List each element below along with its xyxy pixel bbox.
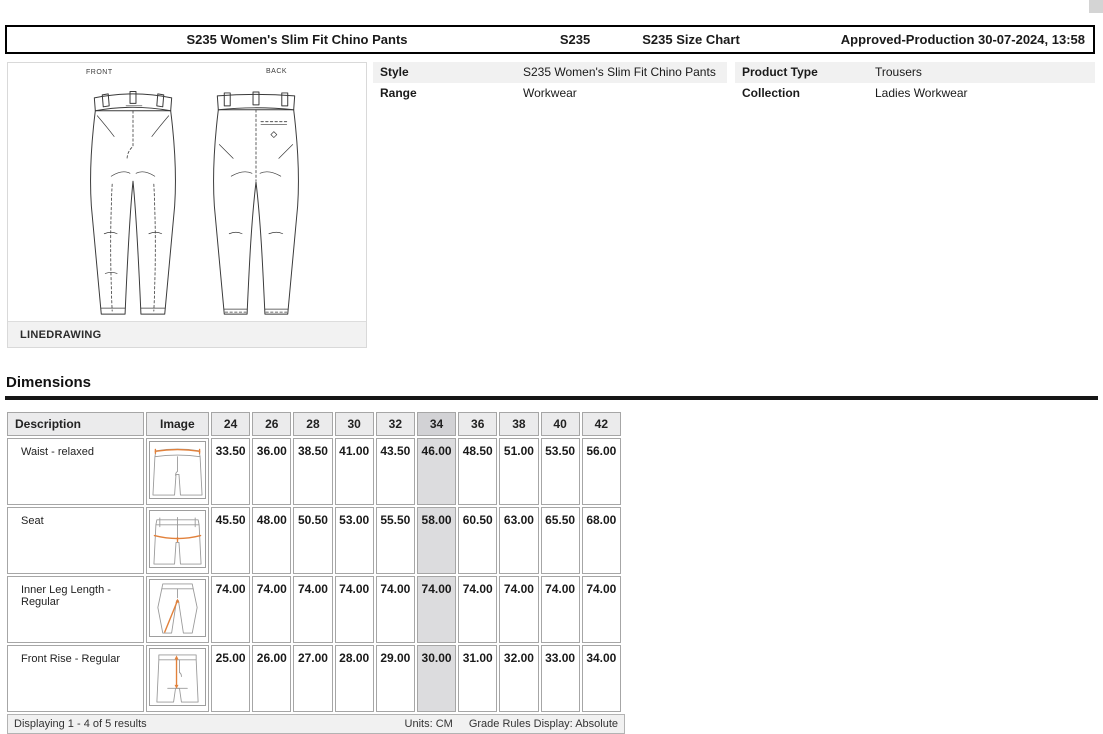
waist-measurement-icon (149, 441, 206, 499)
info-row-product-type (735, 62, 1095, 83)
dimensions-header-row (7, 412, 621, 436)
info-label-style: Style (380, 65, 409, 79)
dimension-value-cell: 74.00 (541, 576, 580, 643)
report-header-bar (5, 25, 1095, 54)
dimension-value-cell: 25.00 (211, 645, 250, 712)
thumb-seat[interactable] (146, 507, 209, 574)
pants-back-drawing (199, 85, 313, 323)
pants-front-drawing (72, 85, 194, 323)
info-value-range: Workwear (523, 86, 577, 100)
size-chart-title: S235 Size Chart (642, 32, 740, 47)
dimension-row (7, 645, 621, 712)
size-column-header-24: 24 (211, 412, 250, 436)
dimension-value-cell: 74.00 (335, 576, 374, 643)
dimension-value-cell: 60.50 (458, 507, 497, 574)
dimension-value-cell: 33.00 (541, 645, 580, 712)
front-rise-measurement-icon (149, 648, 206, 706)
thumb-frontrise[interactable] (146, 645, 209, 712)
size-column-header-26: 26 (252, 412, 291, 436)
thumb-waist[interactable] (146, 438, 209, 505)
dimension-row (7, 438, 621, 505)
size-column-header-28: 28 (293, 412, 332, 436)
dimension-value-cell: 74.00 (417, 576, 456, 643)
dimension-value-cell: 68.00 (582, 507, 621, 574)
dimension-value-cell: 74.00 (252, 576, 291, 643)
description-column-header: Description (7, 412, 144, 436)
dimension-value-cell: 55.50 (376, 507, 415, 574)
dimension-value-cell: 51.00 (499, 438, 538, 505)
size-column-header-30: 30 (335, 412, 374, 436)
linedrawing-caption: LINEDRAWING (8, 321, 366, 347)
size-column-header-34: 34 (417, 412, 456, 436)
info-value-style: S235 Women's Slim Fit Chino Pants (523, 65, 716, 79)
approval-status: Approved-Production 30-07-2024, 13:58 (840, 32, 1085, 47)
product-info-table (735, 62, 1095, 104)
units-display: Units: CM (404, 718, 453, 730)
window-corner-mark (1089, 0, 1103, 13)
dimensions-table (5, 410, 623, 714)
info-value-product-type: Trousers (875, 65, 922, 79)
dimension-value-cell: 38.50 (293, 438, 332, 505)
style-name: S235 Women's Slim Fit Chino Pants (186, 32, 408, 47)
dimension-value-cell: 27.00 (293, 645, 332, 712)
dimension-value-cell: 33.50 (211, 438, 250, 505)
front-view-label: FRONT (86, 69, 113, 76)
size-column-header-38: 38 (499, 412, 538, 436)
dimensions-divider-rule (5, 396, 1098, 400)
thumb-innerleg[interactable] (146, 576, 209, 643)
dimension-value-cell: 34.00 (582, 645, 621, 712)
dimensions-heading: Dimensions (6, 374, 92, 391)
dimension-value-cell: 56.00 (582, 438, 621, 505)
dimension-value-cell: 36.00 (252, 438, 291, 505)
linedrawing-panel[interactable] (7, 62, 367, 348)
info-label-product-type: Product Type (742, 65, 818, 79)
dimension-value-cell: 53.50 (541, 438, 580, 505)
style-code: S235 (559, 32, 591, 47)
dimension-value-cell: 43.50 (376, 438, 415, 505)
dimension-value-cell: 74.00 (582, 576, 621, 643)
grade-rules-display: Grade Rules Display: Absolute (468, 718, 618, 730)
dimension-description: Inner Leg Length - Regular (7, 576, 144, 643)
dimension-value-cell: 74.00 (211, 576, 250, 643)
results-count: Displaying 1 - 4 of 5 results (14, 718, 147, 730)
dimension-value-cell: 32.00 (499, 645, 538, 712)
dimension-value-cell: 53.00 (335, 507, 374, 574)
info-row-collection (735, 83, 1095, 104)
dimension-value-cell: 48.50 (458, 438, 497, 505)
dimension-value-cell: 74.00 (293, 576, 332, 643)
back-view-label: BACK (266, 68, 288, 75)
info-label-collection: Collection (742, 86, 801, 100)
dimension-value-cell: 48.00 (252, 507, 291, 574)
dimension-description: Seat (7, 507, 144, 574)
info-row-range (373, 83, 727, 104)
dimension-row (7, 507, 621, 574)
dimension-value-cell: 74.00 (376, 576, 415, 643)
dimension-value-cell: 41.00 (335, 438, 374, 505)
dimension-value-cell: 63.00 (499, 507, 538, 574)
dimension-row (7, 576, 621, 643)
dimension-value-cell: 65.50 (541, 507, 580, 574)
size-column-header-40: 40 (541, 412, 580, 436)
info-label-range: Range (380, 86, 417, 100)
dimension-value-cell: 58.00 (417, 507, 456, 574)
inner-leg-measurement-icon (149, 579, 206, 637)
dimension-value-cell: 74.00 (499, 576, 538, 643)
dimension-value-cell: 45.50 (211, 507, 250, 574)
dimension-description: Front Rise - Regular (7, 645, 144, 712)
dimension-value-cell: 50.50 (293, 507, 332, 574)
dimension-description: Waist - relaxed (7, 438, 144, 505)
dimension-value-cell: 31.00 (458, 645, 497, 712)
size-column-header-42: 42 (582, 412, 621, 436)
info-row-style (373, 62, 727, 83)
dimension-value-cell: 30.00 (417, 645, 456, 712)
image-column-header: Image (146, 412, 209, 436)
size-column-header-32: 32 (376, 412, 415, 436)
dimension-value-cell: 28.00 (335, 645, 374, 712)
style-info-table (373, 62, 727, 104)
dimension-value-cell: 29.00 (376, 645, 415, 712)
info-value-collection: Ladies Workwear (875, 86, 968, 100)
size-column-header-36: 36 (458, 412, 497, 436)
dimensions-table-container (7, 410, 625, 734)
dimension-value-cell: 46.00 (417, 438, 456, 505)
table-footer-bar (7, 714, 625, 734)
dimension-value-cell: 26.00 (252, 645, 291, 712)
dimension-value-cell: 74.00 (458, 576, 497, 643)
seat-measurement-icon (149, 510, 206, 568)
